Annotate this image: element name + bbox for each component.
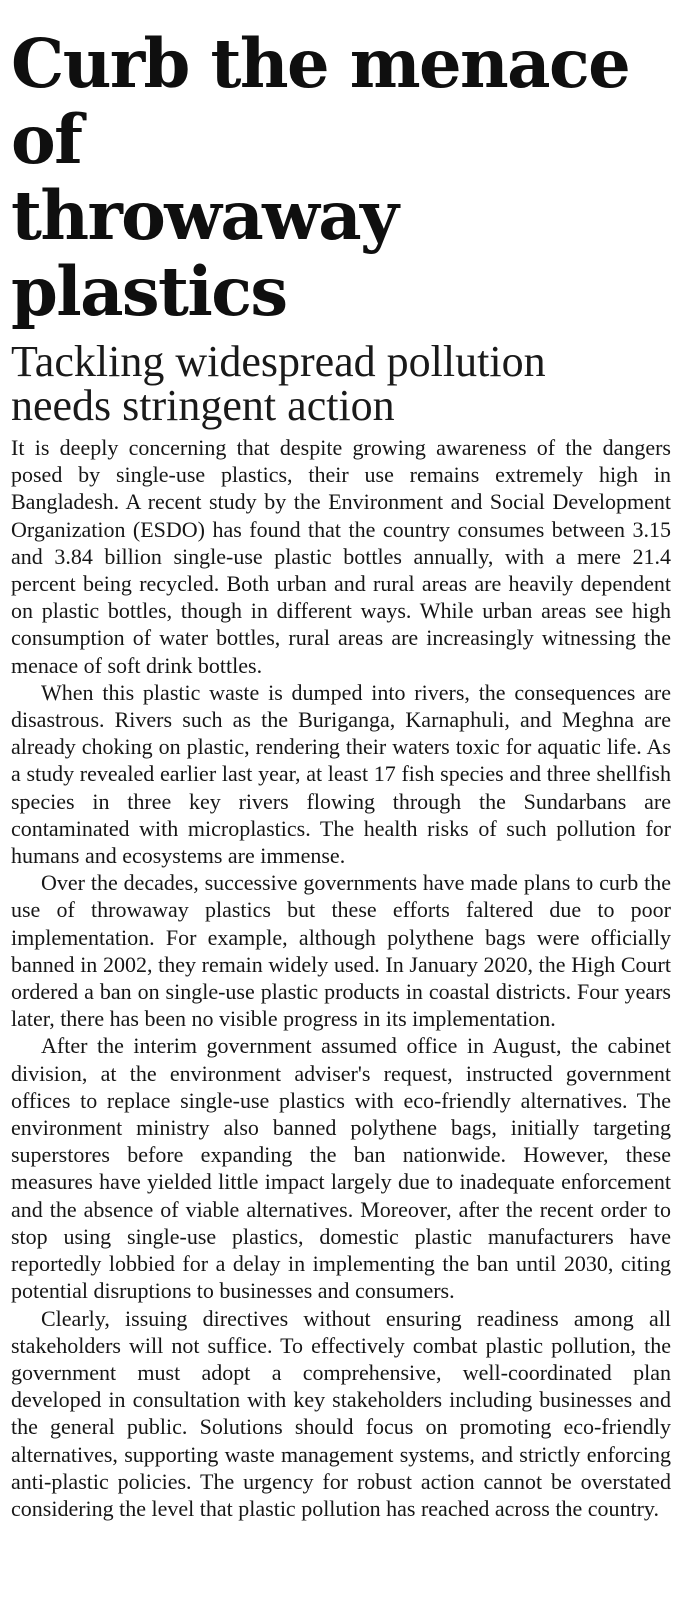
subheadline-line-1: Tackling widespread pollution [11, 337, 546, 386]
headline-line-1: Curb the menace of [11, 24, 630, 179]
subheadline-line-2: needs stringent action [11, 381, 395, 430]
subheadline [11, 337, 671, 430]
paragraph-3: Over the decades, successive governments have made plans to curb the use of throwaway plastics but these efforts faltered due to poor implementation. For example, although polythene bags were officially banned in 2002, they remain widely used. In January 2020, the High Court ordered a ban on single-use plastic products in coastal districts. Four years later, there has been no visible progress in its implementation. [11, 870, 671, 1032]
paragraph-2: When this plastic waste is dumped into rivers, the consequences are disastrous. Rivers such as the Buriganga, Karnaphuli, and Meghna are already choking on plastic, rendering their waters toxic for aquatic life. As a study revealed earlier last year, at least 17 fish species and three shellfish species in three key rivers flowing through the Sundarbans are contaminated with microplastics. The health risks of such pollution for humans and ecosystems are immense. [11, 679, 671, 869]
paragraph-1: It is deeply concerning that despite growing awareness of the dangers posed by single-use plastics, their use remains extremely high in Bangladesh. A recent study by the Environment and Social Development Organization (ESDO) has found that the country consumes between 3.15 and 3.84 billion single-use plastic bottles annually, with a mere 21.4 percent being recycled. Both urban and rural areas are heavily dependent on plastic bottles, though in different ways. While urban areas see high consumption of water bottles, rural areas are increasingly witnessing the menace of soft drink bottles. [11, 435, 671, 678]
headline-line-2: throwaway plastics [11, 176, 398, 331]
article-body [11, 434, 671, 1522]
paragraph-5: Clearly, issuing directives without ensuring readiness among all stakeholders will not suffice. To effectively combat plastic pollution, the government must adopt a comprehensive, well-coordinated plan developed in consultation with key stakeholders including businesses and the general public. Solutions should focus on promoting eco-friendly alternatives, supporting waste management systems, and strictly enforcing anti-plastic policies. The urgency for robust action cannot be overstated considering the level that plastic pollution has reached across the country. [11, 1305, 671, 1521]
paragraph-4: After the interim government assumed office in August, the cabinet division, at the environment adviser's request, instructed government offices to replace single-use plastics with eco-friendly alternatives. The environment ministry also banned polythene bags, initially targeting superstores before expanding the ban nationwide. However, these measures have yielded little impact largely due to inadequate enforcement and the absence of viable alternatives. Moreover, after the recent order to stop using single-use plastics, domestic plastic manufacturers have reportedly lobbied for a delay in implementing the ban until 2030, citing potential disruptions to businesses and consumers. [11, 1033, 671, 1304]
editorial-article [11, 0, 671, 1522]
headline [11, 0, 671, 330]
